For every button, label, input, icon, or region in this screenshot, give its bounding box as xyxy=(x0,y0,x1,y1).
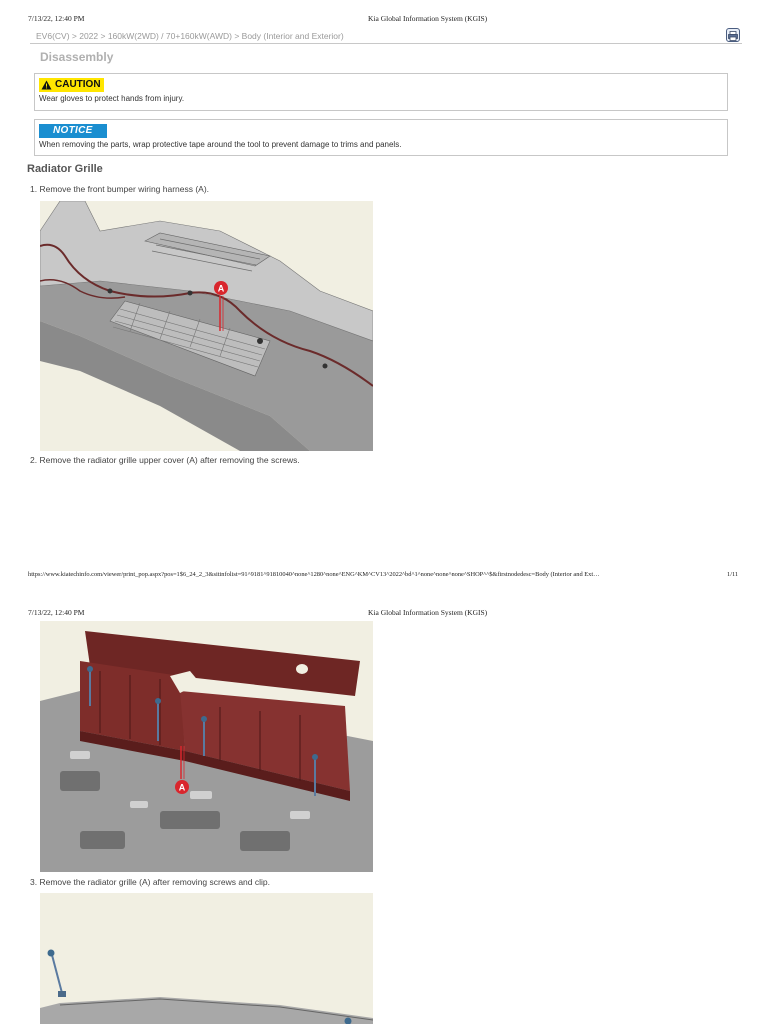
subheading: Radiator Grille xyxy=(27,163,103,175)
breadcrumb-divider xyxy=(30,43,742,44)
page2-datetime: 7/13/22, 12:40 PM xyxy=(28,608,85,617)
breadcrumb[interactable]: EV6(CV) > 2022 > 160kW(2WD) / 70+160kW(AWD) > Body (Interior and Exterior) xyxy=(36,31,344,41)
step-2: 2. Remove the radiator grille upper cover (A) after removing the screws. xyxy=(30,455,300,465)
page2-header-title: Kia Global Information System (KGIS) xyxy=(368,608,488,617)
section-title: Disassembly xyxy=(40,50,114,64)
fig1-callout: A xyxy=(217,283,225,294)
page1-header-title: Kia Global Information System (KGIS) xyxy=(368,14,488,23)
figure-grille-upper-cover xyxy=(40,621,373,872)
figure-wiring-harness xyxy=(40,201,373,451)
page1-footer-url: https://www.kiatechinfo.com/viewer/print_pop.aspx?pos=1$6_24_2_3&sitinfolist=91^9181^91810040^none^1280^none^ENG^KM^CV13^2022^bd^1^none^none^none^SHOP^^$&firstnodedesc=Body (Interior and Ext… xyxy=(28,571,600,578)
fig2-callout: A xyxy=(178,782,186,793)
caution-box xyxy=(34,73,728,111)
caution-badge xyxy=(39,78,104,92)
wiring-harness-illustration xyxy=(40,201,373,451)
warning-icon xyxy=(41,80,52,90)
notice-text: When removing the parts, wrap protective tape around the tool to prevent damage to trims and panels. xyxy=(39,140,402,149)
page1-datetime: 7/13/22, 12:40 PM xyxy=(28,14,85,23)
notice-box xyxy=(34,119,728,156)
page1-footer-page: 1/11 xyxy=(727,571,739,578)
printer-icon xyxy=(727,30,739,42)
caution-label: CAUTION xyxy=(55,79,101,90)
notice-label: NOTICE xyxy=(39,124,107,138)
caution-text: Wear gloves to protect hands from injury. xyxy=(39,94,185,103)
step-1: 1. Remove the front bumper wiring harness (A). xyxy=(30,184,210,194)
step-3: 3. Remove the radiator grille (A) after removing screws and clip. xyxy=(30,877,270,887)
figure-radiator-grille xyxy=(40,893,373,1024)
grille-upper-cover-illustration xyxy=(40,621,373,872)
radiator-grille-illustration xyxy=(40,893,373,1024)
print-button[interactable] xyxy=(726,28,740,42)
